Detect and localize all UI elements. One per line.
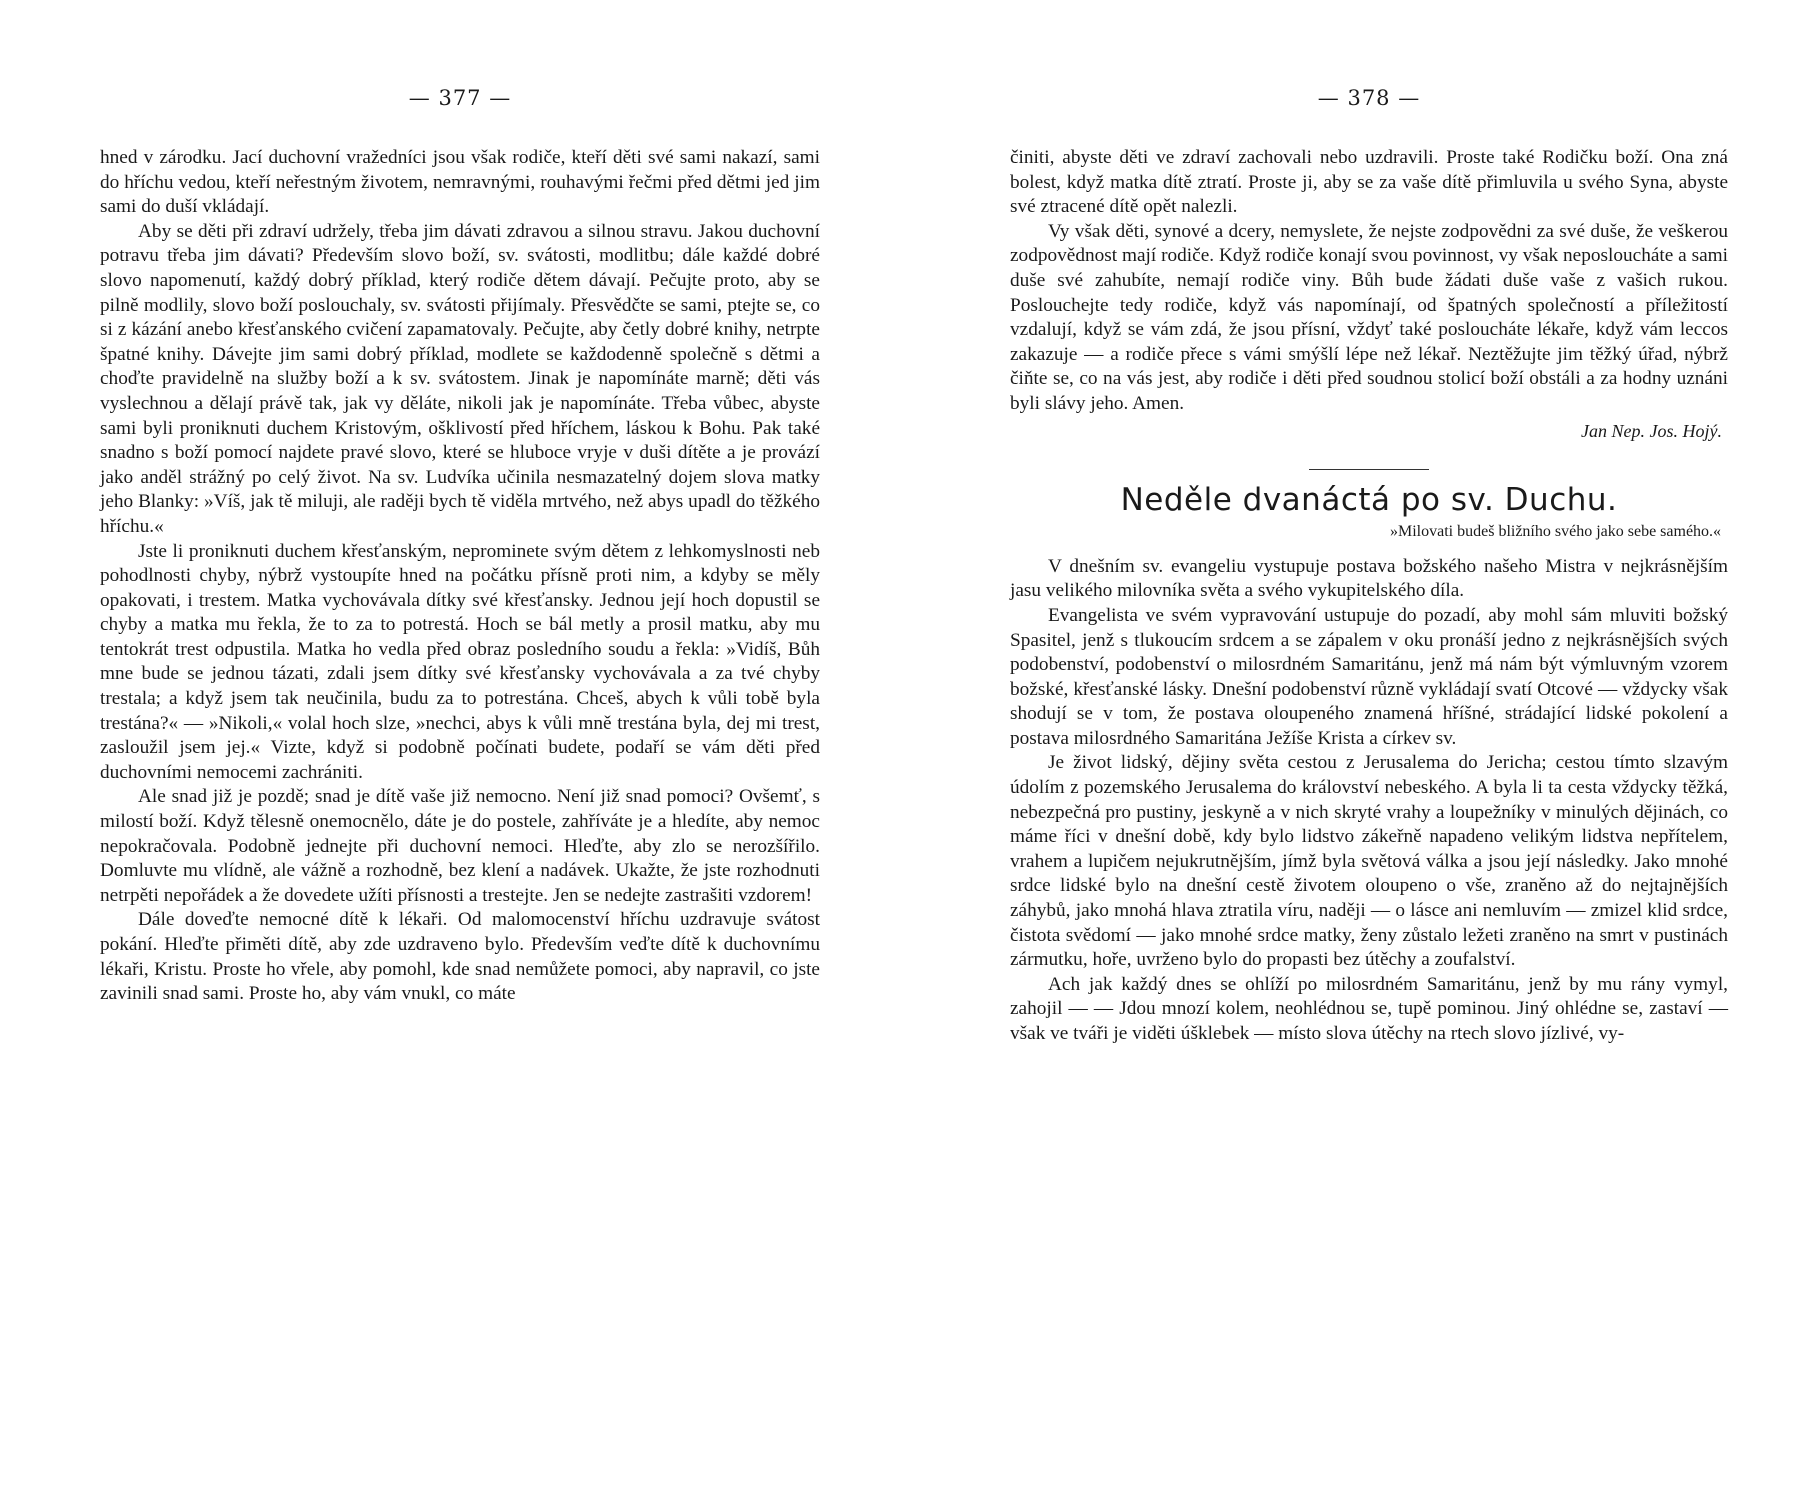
paragraph: hned v zárodku. Jací duchovní vražedníci jsou však rodiče, kteří děti své sami nakazí, sami do hříchu vedou, kteří neřestným životem, nemravnými, rouhavými řečmi před dětmi jed jim sami do duší vkládají. [100,147,820,218]
page-body [1010,146,1728,1047]
page-body [100,146,820,1007]
paragraph: Vy však děti, synové a dcery, nemyslete, že nejste zodpovědni za své duše, že veškerou zodpovědnost mají rodiče. Když rodiče konají svou povinnost, vy však neposloucháte a sami duše své zahubíte, nemají rodiče viny. Bůh bude žádati duše vaše z vašich rukou. Poslouchejte tedy rodiče, když vás napomínají, od špatných společností a příležitostí vzdalují, když se vám zdá, že jsou přísní, vždyť také posloucháte lékaře, když vám leccos zakazuje — a rodiče přece s vámi smýšlí lépe než lékař. Neztěžujte jim těžký úřad, nýbrž čiňte se, co na vás jest, aby rodiče i děti před soudnou stolicí boží obstáli a za hodny uznáni byli slávy jeho. Amen. [1010,220,1728,414]
page-number: — 377 — [408,86,512,110]
paragraph: Jste li proniknuti duchem křesťanským, neprominete svým dětem z lehkomyslnosti neb pohodlnosti chyby, nýbrž vystoupíte hned na počátku přísně proti nim, a kdyby se měly opakovati, i trestem. Matka vychovávala dítky své křesťansky. Jednou její hoch dopustil se chyby a matka mu řekla, že to za to potrestá. Hoch se bál metly a prosil matku, aby mu tentokrát trest odpustila. Matka ho vedla před obraz posledního soudu a řekla: »Vidíš, Bůh mne bude se jednou tázati, zdali jsem dítky své křesťansky vychovávala a za tvé chyby trestala; a když jsem tak neučinila, budu za to potrestána. Chceš, abych k vůli tobě byla trestána?« — »Nikoli,« volal hoch slze, »nechci, abys k vůli mně trestána byla, dej mi trest, zasloužil jsem jej.« Vizte, když si podobně počínati budete, podaří se vám děti před duchovními nemocemi zachrániti. [100,540,820,783]
paragraph: Ale snad již je pozdě; snad je dítě vaše již nemocno. Není již snad pomoci? Ovšemť, s milostí boží. Když tělesně onemocnělo, dáte je do postele, zahříváte je a hledíte, aby nemoc nepokračovala. Podobně jednejte při duchovní nemoci. Hleďte, aby zlo se nerozšířilo. Domluvte mu vlídně, ale vážně a rozhodně, bez klení a nadávek. Ukažte, že jste rozhodnuti netrpěti nepořádek a že dovedete užíti přísnosti a trestejte. Jen se nedejte zastrašiti vzdorem! [100,786,820,906]
page-number: — 378 — [1317,86,1421,110]
paragraph: Evangelista ve svém vypravování ustupuje do pozadí, aby mohl sám mluviti božský Spasitel, jenž s tlukoucím srdcem a se zápalem v oku pronáší jedno z nejkrásnějších svých podobenství, podobenství o milosrdném Samaritánu, jenž má nám být výmluvným vzorem božské, křesťanské lásky. Dnešní podobenství různě vykládají svatí Otcové — vždycky však shodují se v tom, že postava oloupeného znamená hříšné, strádající lidské pokolení a postava milosrdného Samaritána Ježíše Krista a církev sv. [1010,604,1728,749]
epigraph: »Milovati budeš bližního svého jako sebe samého.« [1390,522,1722,540]
paragraph: Dále doveďte nemocné dítě k lékaři. Od malomocenství hříchu uzdravuje svátost pokání. Hleďte přiměti dítě, aby zde uzdraveno bylo. Především veďte dítě k duchovnímu lékaři, Kristu. Proste ho vřele, aby pomohl, kde snad nemůžete pomoci, aby napravil, co jste zavinili snad sami. Proste ho, aby vám vnukl, co máte [100,909,820,1005]
paragraph: činiti, abyste děti ve zdraví zachovali nebo uzdravili. Proste také Rodičku boží. Ona zná bolest, když matka dítě ztratí. Proste ji, aby se za vaše dítě přimluvila u svého Syna, abyste své ztracené dítě opět nalezli. [1010,147,1728,218]
paragraph: Aby se děti při zdraví udržely, třeba jim dávati zdravou a silnou stravu. Jakou duchovní potravu třeba jim dávati? Především slovo boží, sv. svátosti, modlitbu; dále každé dobré slovo napomenutí, každý dobrý příklad, který rodiče dětem dávají. Pečujte proto, aby se pilně modlily, slovo boží poslouchaly, sv. svátosti přijímaly. Přesvědčte se sami, ptejte se, co si z kázání anebo křesťanského cvičení zapamatovaly. Pečujte, aby četly dobré knihy, netrpte špatné knihy. Dávejte jim sami dobrý příklad, modlete se každodenně společně s dětmi a choďte pravidelně na služby boží a k sv. svátostem. Jinak je napomínáte marně; děti vás vyslechnou a dělají právě tak, jak vy děláte, nikoli jak je napomínáte. Třeba vůbec, abyste sami byli proniknuti duchem Kristovým, ošklivostí před hříchem, láskou k Bohu. Pak také snadno s boží pomocí najdete pravé slovo, které se hluboce vryje v duši dítěte a je provází jako anděl strážný po celý život. Na sv. Ludvíka učinila nesmazatelný dojem slova matky jeho Blanky: »Víš, jak tě miluji, ale raději bych tě viděla mrtvého, než abys upadl do těžkého hříchu.« [100,220,820,537]
section-title: Neděle dvanáctá po sv. Duchu. [1120,482,1618,519]
paragraph: V dnešním sv. evangeliu vystupuje postava božského našeho Mistra v nejkrásnějším jasu velikého milovníka světa a svého vykupitelského díla. [1010,555,1728,602]
paragraph: Ach jak každý dnes se ohlíží po milosrdném Samaritánu, jenž by mu rány vymyl, zahojil — — Jdou mnozí kolem, neohlédnou se, tupě pominou. Jiný ohlédne se, zastaví — však ve tváři je viděti úšklebek — místo slova útěchy na rtech slovo jízlivé, vy- [1010,973,1728,1044]
paragraph: Je život lidský, dějiny světa cestou z Jerusalema do Jericha; cestou tímto slzavým údolím z pozemského Jerusalema do království nebeského. A byla li ta cesta vždycky těžká, nebezpečná pro pustiny, jeskyně a v nich skryté vrahy a loupežníky v minulých dějinách, co máme říci v dnešní době, kdy bylo lidstvo zákeřně napadeno velikým lidstva nepřítelem, vrahem a lupičem nejukrutnějším, jímž byla světová válka a jsou její následky. Jako mnohé srdce lidské bylo na dnešní cestě životem oloupeno o vše, zraněno až do nejtajnějších záhybů, jako mnohá hlava ztratila víru, naději — o lásce ani nemluvím — zmizel klid srdce, čistota svědomí — jako mnohé srdce matky, ženy zůstalo ležeti zraněno na smrt v pustinách zármutku, hoře, uvrženo bylo do propasti bez útěchy a zoufalství. [1010,752,1728,971]
section-divider [1309,469,1429,470]
author-signature: Jan Nep. Jos. Hojý. [1581,420,1722,441]
